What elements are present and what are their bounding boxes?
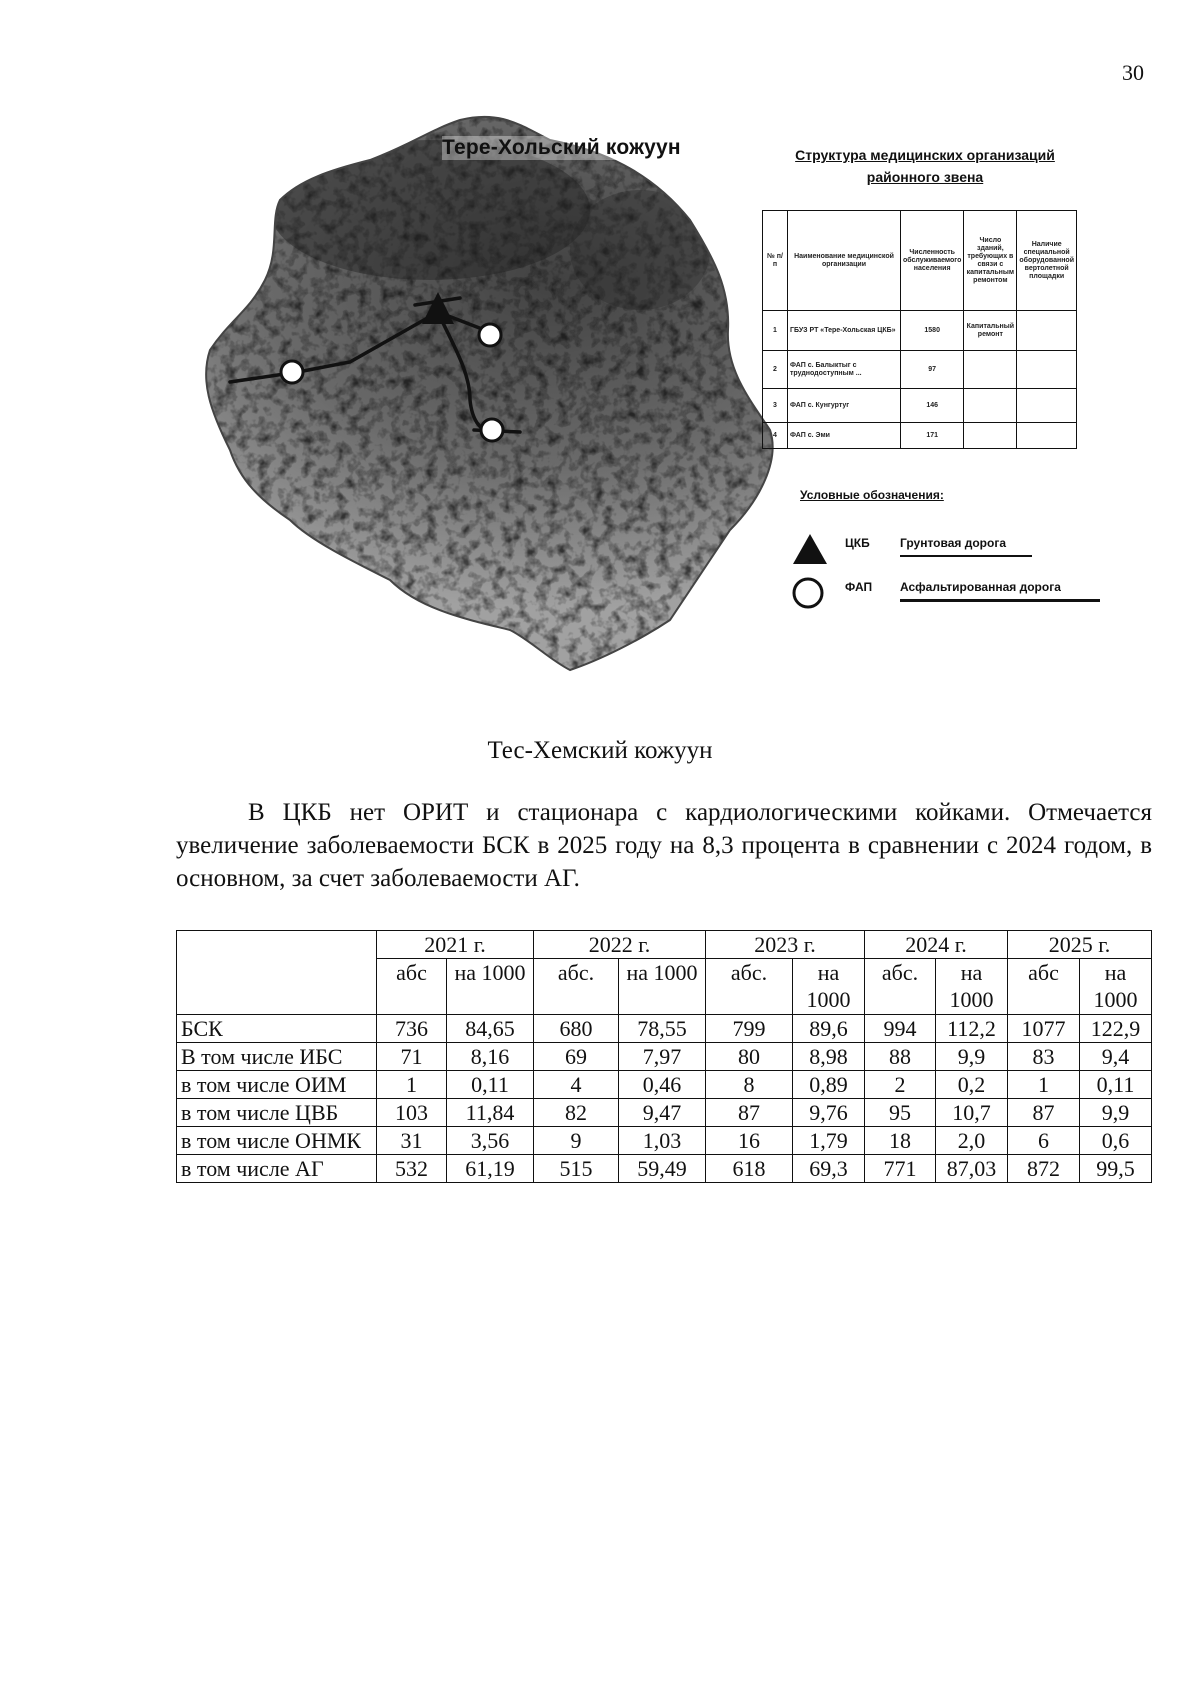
legend-road: Асфальтированная дорога — [900, 580, 1061, 594]
table-cell: 11,84 — [447, 1099, 534, 1127]
table-row — [763, 423, 1077, 449]
row-label: в том числе ОНМК — [177, 1127, 377, 1155]
table-cell: 83 — [1008, 1043, 1080, 1071]
row-label: в том числе ЦВБ — [177, 1099, 377, 1127]
table-cell: 97 — [901, 351, 964, 389]
table-cell: 78,55 — [619, 1015, 706, 1043]
table-cell: 99,5 — [1080, 1155, 1152, 1183]
map-title: Тере-Хольский кожуун — [442, 136, 681, 159]
year-header: 2021 г. — [377, 931, 534, 959]
year-header: 2022 г. — [534, 931, 706, 959]
circle-icon — [790, 574, 830, 612]
table-cell: 112,2 — [936, 1015, 1008, 1043]
subheader-cell: на 1000 — [1080, 959, 1152, 1015]
table-cell: 532 — [377, 1155, 447, 1183]
table-cell: 1 — [1008, 1071, 1080, 1099]
structure-title: Структура медицинских организаций районного звена — [795, 147, 1055, 185]
subheader-cell: на 1000 — [793, 959, 865, 1015]
header-cell: Наличие специальной оборудованной вертолетной площадки — [1017, 211, 1077, 311]
table-cell — [1017, 311, 1077, 351]
header-cell: Численность обслуживаемого населения — [901, 211, 964, 311]
table-cell — [964, 351, 1017, 389]
table-cell: 3 — [763, 389, 788, 423]
table-cell: 618 — [706, 1155, 793, 1183]
table-cell: 0,46 — [619, 1071, 706, 1099]
table-cell: 799 — [706, 1015, 793, 1043]
page-number: 30 — [1122, 60, 1144, 85]
table-cell: 9,4 — [1080, 1043, 1152, 1071]
fap-marker-icon — [481, 419, 503, 441]
table-cell: 9 — [534, 1127, 619, 1155]
year-header-row — [177, 931, 1152, 959]
triangle-icon — [790, 530, 830, 568]
table-cell: 103 — [377, 1099, 447, 1127]
subheader-cell: на 1000 — [447, 959, 534, 1015]
table-cell: 9,47 — [619, 1099, 706, 1127]
table-cell: 1,03 — [619, 1127, 706, 1155]
table-cell: 4 — [534, 1071, 619, 1099]
subheader-cell: на 1000 — [619, 959, 706, 1015]
district-caption: Тес-Хемский кожуун — [487, 737, 713, 764]
table-cell: 0,11 — [447, 1071, 534, 1099]
table-cell: 8 — [706, 1071, 793, 1099]
header-cell: Наименование медицинской организации — [788, 211, 901, 311]
legend-title: Условные обозначения: — [800, 488, 944, 502]
corner-cell — [177, 931, 377, 1015]
table-cell: 6 — [1008, 1127, 1080, 1155]
legend-label: ЦКБ — [845, 536, 870, 550]
row-label: в том числе ОИМ — [177, 1071, 377, 1099]
year-header: 2023 г. — [706, 931, 865, 959]
subheader-cell: на 1000 — [936, 959, 1008, 1015]
table-cell: 2 — [763, 351, 788, 389]
table-row — [177, 1015, 1152, 1043]
table-cell: 122,9 — [1080, 1015, 1152, 1043]
table-cell — [1017, 389, 1077, 423]
table-cell: 87 — [1008, 1099, 1080, 1127]
table-cell: 84,65 — [447, 1015, 534, 1043]
table-cell: 1 — [763, 311, 788, 351]
table-cell: 680 — [534, 1015, 619, 1043]
table-cell — [1017, 351, 1077, 389]
table-cell: 10,7 — [936, 1099, 1008, 1127]
legend-road: Грунтовая дорога — [900, 536, 1006, 550]
table-row — [763, 389, 1077, 423]
table-cell: 0,11 — [1080, 1071, 1152, 1099]
table-cell: 18 — [865, 1127, 936, 1155]
table-cell: 8,98 — [793, 1043, 865, 1071]
table-cell: 88 — [865, 1043, 936, 1071]
table-cell — [964, 423, 1017, 449]
table-row — [177, 1127, 1152, 1155]
table-row — [177, 1043, 1152, 1071]
table-body — [177, 1015, 1152, 1183]
table-cell: 9,76 — [793, 1099, 865, 1127]
table-cell: 87,03 — [936, 1155, 1008, 1183]
table-cell: 87 — [706, 1099, 793, 1127]
table-cell: 771 — [865, 1155, 936, 1183]
subheader-cell: абс. — [706, 959, 793, 1015]
table-cell: 171 — [901, 423, 964, 449]
table-cell: 59,49 — [619, 1155, 706, 1183]
paved-road-line — [900, 599, 1100, 602]
table-cell: 69,3 — [793, 1155, 865, 1183]
body-paragraph: В ЦКБ нет ОРИТ и стационара с кардиологическими койками. Отмечается увеличение заболеваемости БСК в 2025 году на 8,3 процента в сравнении с 2024 годом, в основном, за счет заболеваемости АГ. — [176, 799, 1152, 892]
subheader-cell: абс. — [534, 959, 619, 1015]
table-cell: 16 — [706, 1127, 793, 1155]
dirt-road-line — [900, 555, 1032, 557]
table-row — [177, 1099, 1152, 1127]
fap-marker-icon — [281, 361, 303, 383]
table-cell: ФАП с. Балыктыг с труднодоступным ... — [788, 351, 901, 389]
year-header: 2025 г. — [1008, 931, 1152, 959]
table-cell: 0,2 — [936, 1071, 1008, 1099]
table-cell: 7,97 — [619, 1043, 706, 1071]
table-cell: Капитальный ремонт — [964, 311, 1017, 351]
row-label: БСК — [177, 1015, 377, 1043]
district-map-figure — [170, 100, 1130, 700]
table-cell: 2 — [865, 1071, 936, 1099]
morbidity-table — [176, 930, 1152, 1183]
table-cell: ГБУЗ РТ «Тере-Хольская ЦКБ» — [788, 311, 901, 351]
table-cell: 82 — [534, 1099, 619, 1127]
table-cell: 80 — [706, 1043, 793, 1071]
table-cell: 515 — [534, 1155, 619, 1183]
table-cell: 31 — [377, 1127, 447, 1155]
table-cell: 95 — [865, 1099, 936, 1127]
table-row — [763, 351, 1077, 389]
table-cell: 1 — [377, 1071, 447, 1099]
table-cell: 0,6 — [1080, 1127, 1152, 1155]
table-cell — [1017, 423, 1077, 449]
table-cell: 69 — [534, 1043, 619, 1071]
table-cell: 61,19 — [447, 1155, 534, 1183]
structure-table-header — [763, 211, 1077, 311]
table-cell: 1580 — [901, 311, 964, 351]
row-label: В том числе ИБС — [177, 1043, 377, 1071]
subheader-cell: абс — [377, 959, 447, 1015]
subheader-cell: абс. — [865, 959, 936, 1015]
table-row — [763, 311, 1077, 351]
table-cell: ФАП с. Кунгуртуг — [788, 389, 901, 423]
table-cell: 9,9 — [1080, 1099, 1152, 1127]
subheader-cell: абс — [1008, 959, 1080, 1015]
table-cell — [964, 389, 1017, 423]
table-cell: 872 — [1008, 1155, 1080, 1183]
table-cell: 146 — [901, 389, 964, 423]
table-row — [177, 1071, 1152, 1099]
legend-label: ФАП — [845, 580, 873, 594]
table-cell: 3,56 — [447, 1127, 534, 1155]
structure-table — [762, 210, 1077, 449]
table-cell: 89,6 — [793, 1015, 865, 1043]
header-cell: Число зданий, требующих в связи с капитальным ремонтом — [964, 211, 1017, 311]
table-cell: 1,79 — [793, 1127, 865, 1155]
table-cell: ФАП с. Эми — [788, 423, 901, 449]
table-cell: 9,9 — [936, 1043, 1008, 1071]
table-cell: 8,16 — [447, 1043, 534, 1071]
table-cell: 71 — [377, 1043, 447, 1071]
table-cell: 736 — [377, 1015, 447, 1043]
table-row — [177, 1155, 1152, 1183]
table-cell: 0,89 — [793, 1071, 865, 1099]
table-cell: 994 — [865, 1015, 936, 1043]
row-label: в том числе АГ — [177, 1155, 377, 1183]
table-cell: 2,0 — [936, 1127, 1008, 1155]
year-header: 2024 г. — [865, 931, 1008, 959]
header-cell: № п/п — [763, 211, 788, 311]
table-cell: 1077 — [1008, 1015, 1080, 1043]
table-cell: 4 — [763, 423, 788, 449]
fap-marker-icon — [479, 324, 501, 346]
